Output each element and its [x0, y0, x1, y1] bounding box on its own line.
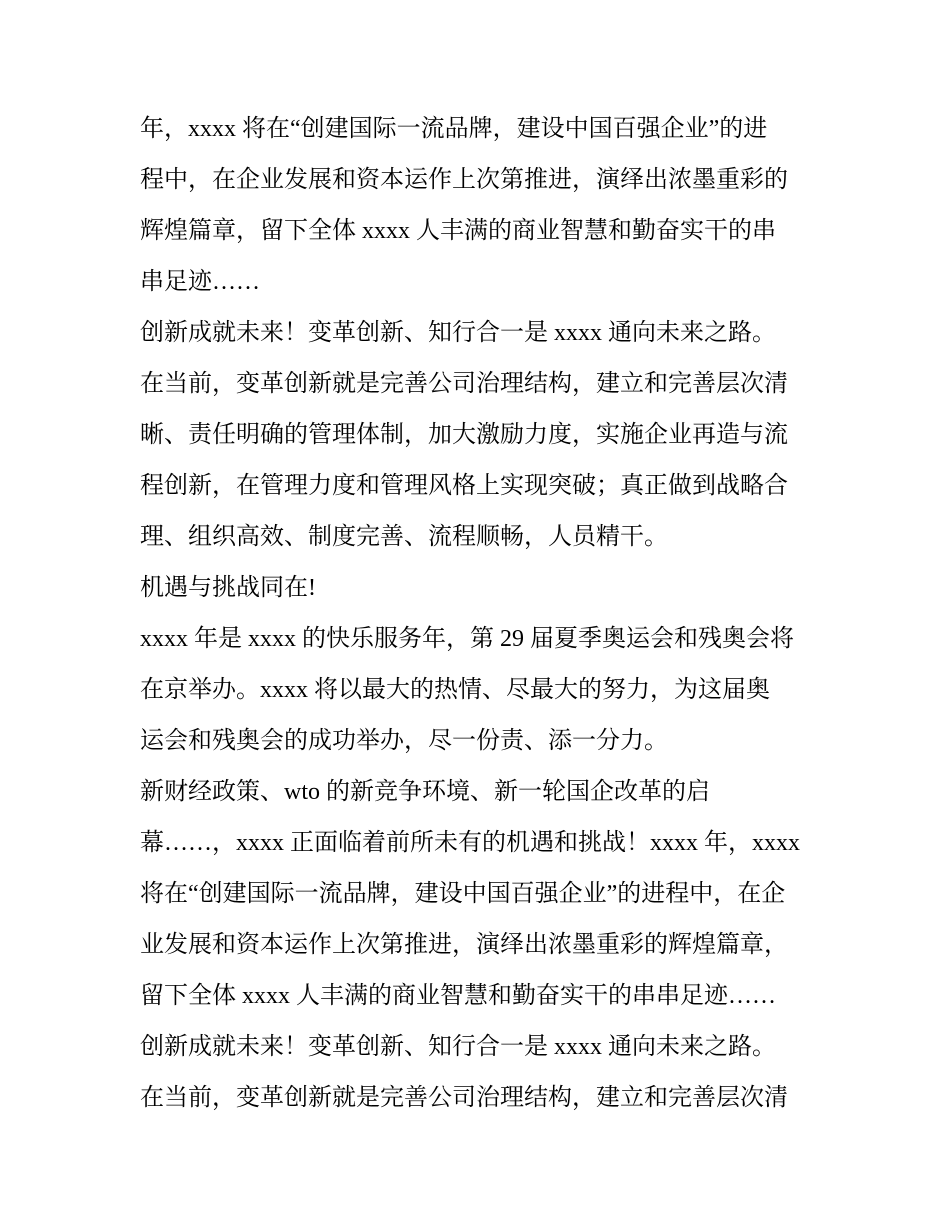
text-line: 辉煌篇章，留下全体 xxxx 人丰满的商业智慧和勤奋实干的串: [140, 218, 776, 244]
text-line: 理、组织高效、制度完善、流程顺畅，人员精干。: [140, 524, 668, 550]
paragraph-opportunity-challenge: [140, 563, 820, 614]
paragraph-governance-reform-repeat: [140, 1073, 820, 1124]
text-line: 新财经政策、wto 的新竞争环境、新一轮国企改革的启: [140, 779, 710, 805]
text-line: 程创新，在管理力度和管理风格上实现突破；真正做到战略合: [140, 473, 788, 499]
text-line: 在当前，变革创新就是完善公司治理结构，建立和完善层次清: [140, 1085, 788, 1111]
text-line: 机遇与挑战同在!: [140, 575, 316, 601]
text-line: 创新成就未来！变革创新、知行合一是 xxxx 通向未来之路。: [140, 320, 776, 346]
text-line: 程中，在企业发展和资本运作上次第推进，演绎出浓墨重彩的: [140, 167, 788, 193]
paragraph-olympics-service-year: [140, 614, 820, 767]
text-line: 在当前，变革创新就是完善公司治理结构，建立和完善层次清: [140, 371, 788, 397]
text-line: 将在“创建国际一流品牌，建设中国百强企业”的进程中，在企: [140, 881, 786, 907]
paragraph-governance-reform: [140, 359, 820, 563]
text-line: 幕……，xxxx 正面临着前所未有的机遇和挑战！xxxx 年，xxxx: [140, 830, 800, 856]
text-line: 晰、责任明确的管理体制，加大激励力度，实施企业再造与流: [140, 422, 788, 448]
paragraph-new-policy-environment: [140, 767, 820, 1022]
paragraph-innovation-future-repeat: [140, 1022, 820, 1073]
text-line: 串足迹……: [140, 269, 260, 295]
text-line: 创新成就未来！变革创新、知行合一是 xxxx 通向未来之路。: [140, 1034, 776, 1060]
text-line: 年，xxxx 将在“创建国际一流品牌，建设中国百强企业”的进: [140, 116, 768, 142]
paragraph-progress-history: [140, 104, 820, 308]
paragraph-innovation-future: [140, 308, 820, 359]
text-line: 业发展和资本运作上次第推进，演绎出浓墨重彩的辉煌篇章，: [140, 932, 788, 958]
document-body: [140, 104, 820, 1124]
text-line: xxxx 年是 xxxx 的快乐服务年，第 29 届夏季奥运会和残奥会将: [140, 626, 794, 652]
text-line: 运会和残奥会的成功举办，尽一份责、添一分力。: [140, 728, 668, 754]
text-line: 在京举办。xxxx 将以最大的热情、尽最大的努力，为这届奥: [140, 677, 770, 703]
text-line: 留下全体 xxxx 人丰满的商业智慧和勤奋实干的串串足迹……: [140, 983, 776, 1009]
